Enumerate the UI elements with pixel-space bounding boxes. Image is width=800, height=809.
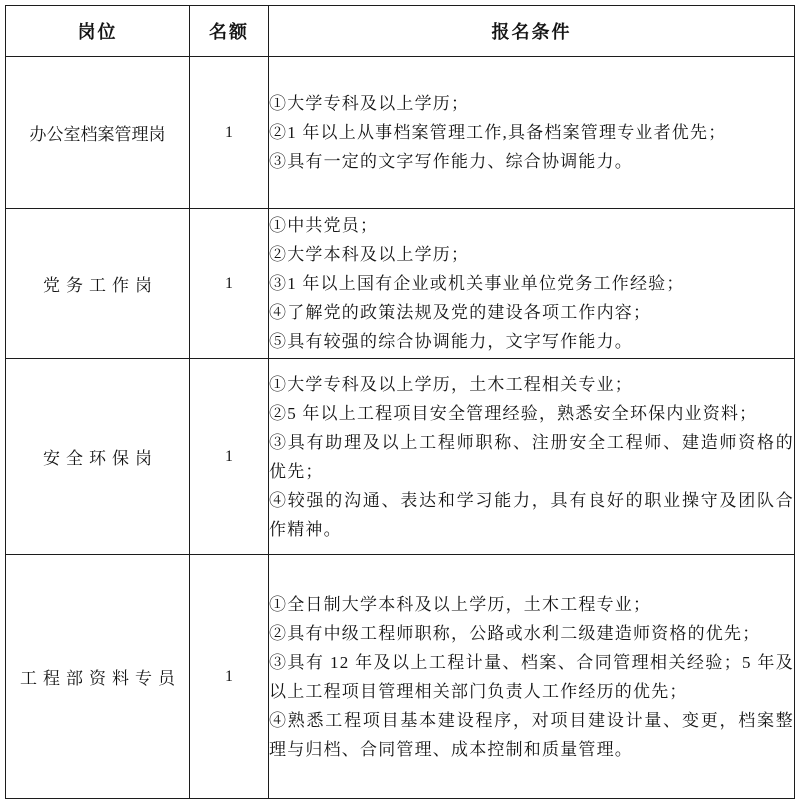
condition-line: ③1 年以上国有企业或机关事业单位党务工作经验； <box>269 274 685 293</box>
condition-line: ⑤具有较强的综合协调能力，文字写作能力。 <box>269 332 633 351</box>
position-cell <box>6 209 190 359</box>
conditions-cell <box>269 555 795 799</box>
position-cell <box>6 359 190 555</box>
condition-line: ④了解党的政策法规及党的建设各项工作内容； <box>269 303 652 322</box>
conditions-cell <box>269 209 795 359</box>
quota-cell: 1 <box>190 209 269 359</box>
conditions-cell <box>269 57 795 209</box>
condition-line: ③具有一定的文字写作能力、综合协调能力。 <box>269 152 633 171</box>
condition-line: ①全日制大学本科及以上学历，土木工程专业； <box>269 594 652 614</box>
header-cell-quota: 名额 <box>190 6 269 57</box>
conditions-cell <box>269 359 795 555</box>
table-row <box>6 209 795 359</box>
position-cell <box>6 555 190 799</box>
condition-line: ②1 年以上从事档案管理工作,具备档案管理专业者优先； <box>269 123 727 142</box>
header-cell-position: 岗位 <box>6 6 190 57</box>
quota-cell: 1 <box>190 359 269 555</box>
job-positions-table <box>5 5 795 799</box>
table-row <box>6 555 795 799</box>
position-name: 党务工作岗 <box>43 276 158 295</box>
table-row <box>6 57 795 209</box>
position-name: 安全环保岗 <box>43 449 158 468</box>
condition-line: ①大学专科及以上学历，土木工程相关专业； <box>269 374 633 394</box>
position-name: 办公室档案管理岗 <box>29 125 166 144</box>
condition-line: ④较强的沟通、表达和学习能力，具有良好的职业操守及团队合作精神。 <box>269 490 794 539</box>
condition-line: ③具有助理及以上工程师职称、注册安全工程师、建造师资格的优先； <box>269 432 794 481</box>
table-row <box>6 359 795 555</box>
condition-line: ②具有中级工程师职称，公路或水利二级建造师资格的优先； <box>269 623 761 643</box>
condition-line: ②大学本科及以上学历； <box>269 245 470 264</box>
recruitment-table-container <box>5 5 795 799</box>
condition-line: ②5 年以上工程项目安全管理经验，熟悉安全环保内业资料； <box>269 403 758 423</box>
condition-line: ④熟悉工程项目基本建设程序，对项目建设计量、变更，档案整理与归档、合同管理、成本控制和质量管理。 <box>269 710 794 759</box>
position-cell <box>6 57 190 209</box>
header-cell-conditions: 报名条件 <box>269 6 795 57</box>
quota-cell: 1 <box>190 57 269 209</box>
quota-cell: 1 <box>190 555 269 799</box>
condition-line: ①中共党员； <box>269 216 379 235</box>
condition-line: ①大学专科及以上学历； <box>269 94 470 113</box>
header-row <box>6 6 795 57</box>
position-name: 工程部资料专员 <box>20 669 181 688</box>
condition-line: ③具有 12 年及以上工程计量、档案、合同管理相关经验；5 年及以上工程项目管理相关部门负责人工作经历的优先； <box>269 652 794 701</box>
